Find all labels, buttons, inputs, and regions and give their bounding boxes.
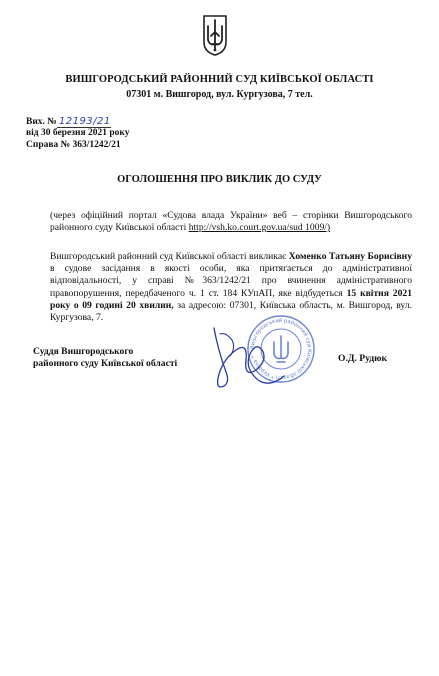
case-number: Справа № 363/1242/21	[26, 140, 121, 150]
judge-name: О.Д. Рудюк	[338, 353, 388, 364]
court-address: 07301 м. Вишгород, вул. Кургузова, 7 тел.	[126, 89, 313, 100]
judge-title-line1: Суддя Вишгородського	[33, 346, 134, 357]
summons-text-part1: Вишгородський районний суд Київської області викликає	[50, 251, 289, 262]
outgoing-date: від 30 березня 2021 року	[26, 128, 130, 138]
summons-text	[50, 251, 412, 324]
outgoing-number	[26, 116, 111, 128]
court-name: ВИШГОРОДСЬКИЙ РАЙОННИЙ СУД КИЇВСЬКОЇ ОБЛАСТІ	[65, 74, 374, 85]
outgoing-number-value: 12193/21	[58, 116, 111, 127]
summons-text-part3: за адресою: 07301, Київська область, м. Вишгород, вул. Кургузова, 7.	[50, 299, 412, 324]
document-title: ОГОЛОШЕННЯ ПРО ВИКЛИК ДО СУДУ	[117, 174, 322, 185]
portal-note-text: (через офіційний портал «Судова влада України» веб – сторінки Вишгородського районного суду Київської області	[50, 210, 412, 233]
handwritten-signature	[196, 320, 306, 400]
outgoing-number-label: Вих. №	[26, 117, 57, 127]
portal-link[interactable]: http://vsh.ko.court.gov.ua/sud 1009/)	[188, 222, 331, 233]
summons-text-part2: в судове засідання в якості особи, яка притягається до адміністративної відповідальності, у справі №363/1242/21 про вчинення адміністративного правопорушення, передбаченого ч. 1 ст. 184 КУпАП, яке відбудеться	[50, 263, 412, 299]
portal-note	[50, 210, 412, 234]
judge-title-line2: районного суду Київської області	[33, 358, 178, 369]
hearing-datetime: 15 квітня 2021 року о 09 годині 20 хвилин,	[50, 287, 412, 311]
seal-text: Вишгородський районний суд Київської області * Україна *	[249, 317, 313, 381]
ukraine-trident-emblem-icon	[202, 14, 228, 56]
summoned-person: Хоменко Татьяну Борисівну	[288, 251, 412, 262]
judge-title	[33, 346, 177, 370]
